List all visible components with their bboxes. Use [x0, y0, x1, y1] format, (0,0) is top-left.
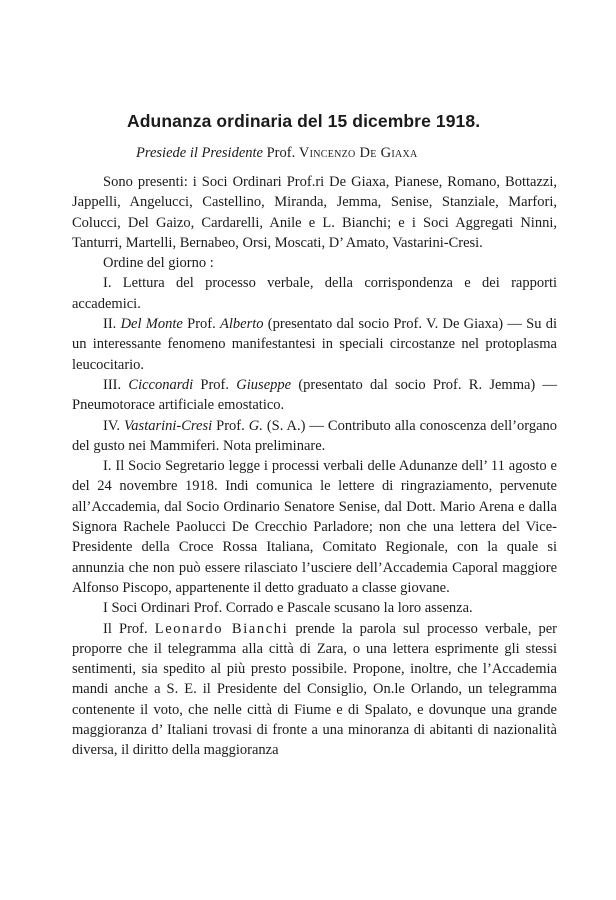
agenda-item-text: (S. A.) — Contributo alla conoscenza dell’organo del gusto nei Mammiferi. Nota preliminare.: [72, 417, 558, 454]
presides-label: Presiede il Presidente: [136, 145, 263, 161]
agenda-item-text: (presentato dal socio Prof. R. Jemma) — Pneumotorace artificiale emostatico.: [72, 376, 558, 414]
document-body: [72, 172, 557, 761]
agenda-item-1: I. Lettura del processo verbale, della corrispondenza e dei rapporti accademici.: [72, 275, 557, 312]
agenda-item-given-name: Alberto: [220, 316, 264, 333]
minutes-paragraph: I. Il Socio Segretario legge i processi verbali delle Adunanze dell’ 11 agosto e del 24 novembre 1918. Indi comunica le lettere di ringraziamento, pervenute all’Accademia, dal Socio Ordinario Senatore Senise, dal Dott. Mario Arena e dalla Signora Rachele Paolucci De Crecchio Parladore; non che una lettera del Vice-Presidente della Croce Rossa Italiana, Comitato Regionale, con la quale si annunzia che non può essere rilasciato l’usciere dell’Accademia Caporal maggiore Alfonso Piscopo, appartenente il detto graduato a classe giovane.: [72, 458, 557, 596]
speaker-name: Leonardo Bianchi: [154, 620, 289, 637]
agenda-item-given-name: Giuseppe: [236, 376, 292, 393]
agenda-item-title: Prof.: [216, 417, 245, 434]
agenda-item-text: (presentato dal socio Prof. V. De Giaxa) — Su di un interessante fenomeno manifestantesi in speciali circostanze nel protoplasma leucocitario.: [72, 316, 558, 373]
president-name: Vincenzo De Giaxa: [298, 145, 418, 161]
agenda-item-2: [72, 314, 557, 375]
agenda-item-title: Prof.: [187, 316, 216, 333]
bianchi-text: prende la parola sul processo verbale, per proporre che il telegramma alla città di Zara, o una lettera esprimente gli stessi sentimenti, sia spedito al più presto possibile. Propone, inoltre, che l’Accademia mandi anche a S. E. il Presidente del Consiglio, On.le Orlando, un telegramma contenente il voto, che nelle città di Fiume e di Spalato, e dovunque una grande maggioranza d’ Italiani trovasi di fronte a una minoranza di abitanti di nazionalità diversa, il diritto della maggioranza: [72, 620, 558, 759]
agenda-item-author: Cicconardi: [128, 376, 194, 393]
bianchi-lead: Il Prof.: [103, 620, 148, 637]
agenda-heading: Ordine del giorno :: [103, 255, 214, 272]
agenda-item-number: III.: [103, 376, 122, 393]
president-title: Prof.: [266, 145, 296, 161]
page-title: Adunanza ordinaria del 15 dicembre 1918.: [127, 111, 481, 131]
agenda-item-number: IV.: [103, 417, 121, 434]
agenda-item-title: Prof.: [200, 376, 230, 393]
agenda-item-3: [72, 375, 557, 416]
agenda-item-4: [72, 416, 557, 457]
agenda-item-author: Vastarini-Cresi: [124, 417, 213, 434]
bianchi-paragraph: [72, 619, 557, 761]
attendance-paragraph: Sono presenti: i Soci Ordinari Prof.ri De Giaxa, Pianese, Romano, Bottazzi, Jappelli, Angelucci, Castellino, Miranda, Jemma, Senise, Stanziale, Marfori, Colucci, Del Gaizo, Cardarelli, Anile e L. Bianchi; e i Soci Aggregati Ninni, Tanturri, Martelli, Bernabeo, Orsi, Moscati, D’ Amato, Vastarini-Cresi.: [72, 174, 557, 251]
presides-line: [136, 145, 418, 162]
absence-paragraph: I Soci Ordinari Prof. Corrado e Pascale scusano la loro assenza.: [103, 600, 473, 617]
agenda-item-given-name: G.: [248, 417, 263, 434]
agenda-item-number: II.: [103, 316, 117, 333]
agenda-item-author: Del Monte: [120, 316, 183, 333]
